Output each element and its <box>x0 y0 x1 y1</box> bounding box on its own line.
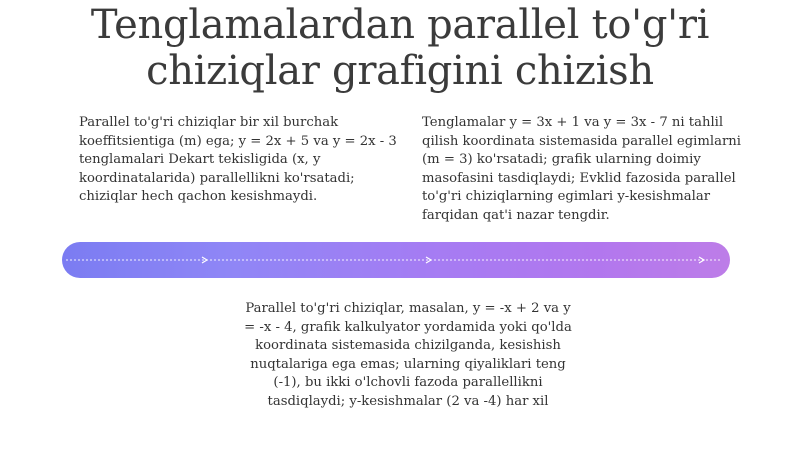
paragraph-right: Tenglamalar y = 3x + 1 va y = 3x - 7 ni tahlil qilish koordinata sistemasida parallel egimlarni (m = 3) ko'rsatadi; grafik ularning doimiy masofasini tasdiqlaydi; Evklid fazosida parallel to'g'ri chiziqlarning egimlari y-kesishmalar farqidan qat'i nazar tengdir. <box>422 115 741 223</box>
paragraph-bottom: Parallel to'g'ri chiziqlar, masalan, y = -x + 2 va y = -x - 4, grafik kalkulyator yordamida yoki qo'lda koordinata sistemasida chizilganda, kesishish nuqtalariga ega emas; ularning qiyaliklari teng (-1), bu ikki o'lchovli fazoda parallellikni tasdiqlaydi; y-kesishmalar (2 va -4) har xil <box>244 301 572 409</box>
timeline-bar <box>62 242 730 278</box>
paragraph-left: Parallel to'g'ri chiziqlar bir xil burchak koeffitsientiga (m) ega; y = 2x + 5 va y = 2x - 3 tenglamalari Dekart tekisligida (x, y koordinatalarida) parallellikni ko'rsatadi; chiziqlar hech qachon kesishmaydi. <box>79 115 397 205</box>
timeline-arrows <box>62 242 730 278</box>
page-title: Tenglamalardan parallel to'g'ri chiziqlar grafigini chizish <box>90 2 710 94</box>
